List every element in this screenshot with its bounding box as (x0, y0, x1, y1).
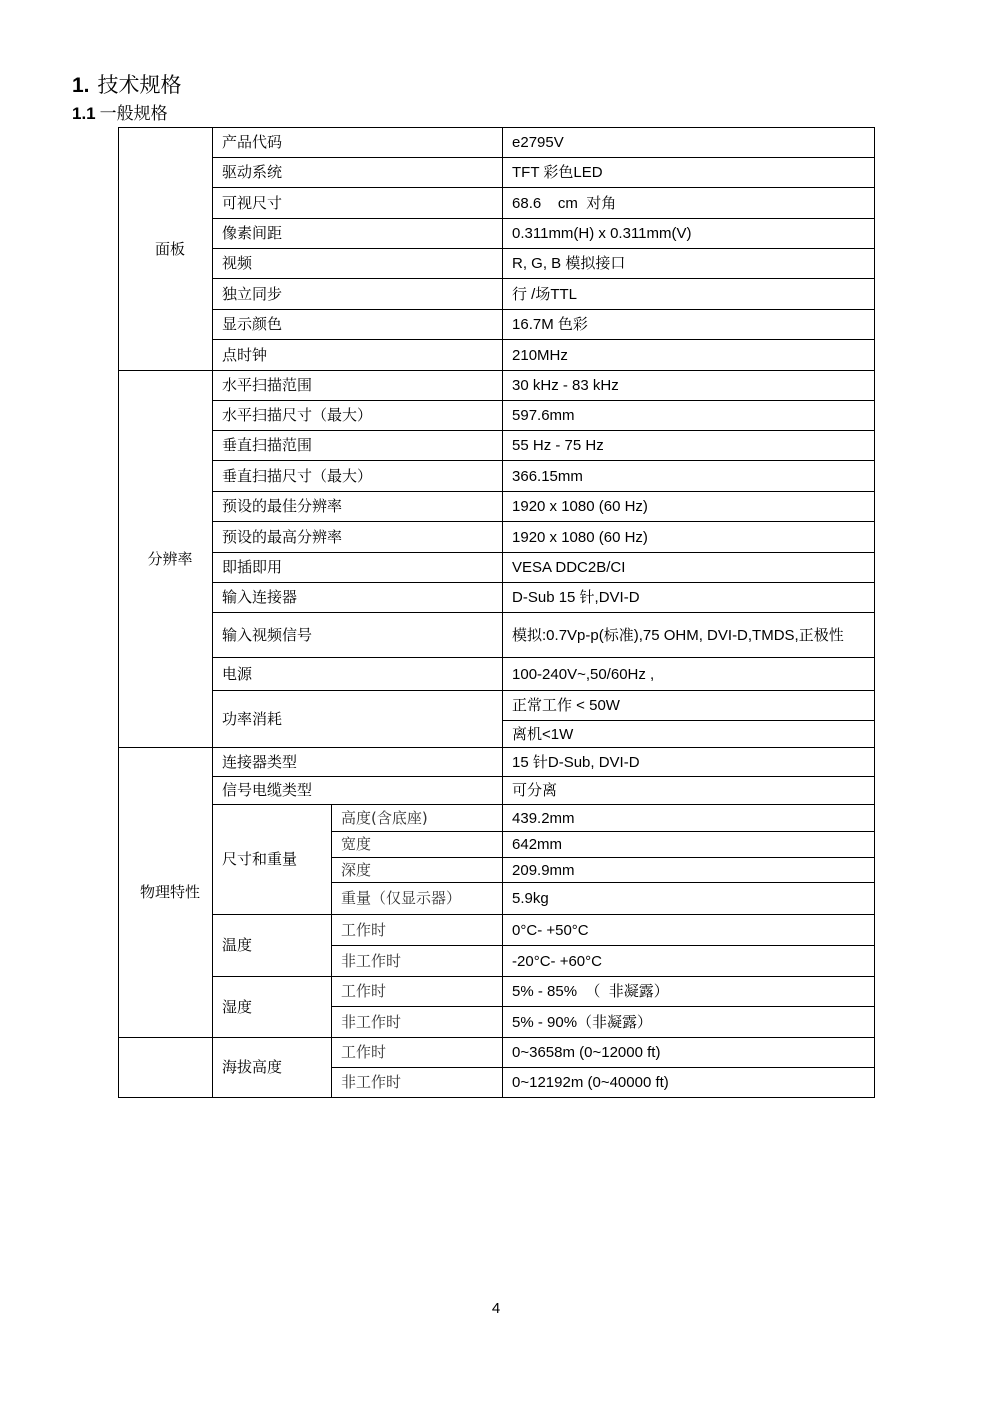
spec-value: 55 Hz - 75 Hz (503, 431, 875, 461)
table-row (119, 613, 875, 658)
spec-value: 0~12192m (0~40000 ft) (503, 1068, 875, 1098)
spec-value: 离机<1W (503, 721, 875, 748)
category-physical: 物理特性 (119, 748, 213, 1038)
table-row (119, 583, 875, 613)
section-heading (72, 72, 182, 99)
spec-value: 68.6 cm 对角 (503, 188, 875, 219)
spec-label: 海拔高度 (213, 1038, 332, 1098)
table-row (119, 431, 875, 461)
table-row (119, 492, 875, 522)
spec-value: 1920 x 1080 (60 Hz) (503, 492, 875, 522)
spec-label: 信号电缆类型 (213, 777, 503, 805)
spec-sublabel: 工作时 (332, 977, 503, 1007)
spec-value: 597.6mm (503, 401, 875, 431)
spec-value: 5% - 90%（非凝露） (503, 1007, 875, 1038)
spec-value: 30 kHz - 83 kHz (503, 371, 875, 401)
table-row (119, 691, 875, 721)
category-resolution: 分辨率 (119, 371, 213, 748)
spec-sublabel: 宽度 (332, 832, 503, 858)
table-row (119, 522, 875, 553)
spec-value: 1920 x 1080 (60 Hz) (503, 522, 875, 553)
spec-value: D-Sub 15 针,DVI-D (503, 583, 875, 613)
spec-label: 水平扫描范围 (213, 371, 503, 401)
spec-value: R, G, B 模拟接口 (503, 249, 875, 279)
spec-label: 视频 (213, 249, 503, 279)
spec-label: 水平扫描尺寸（最大） (213, 401, 503, 431)
table-row (119, 158, 875, 188)
spec-label: 点时钟 (213, 340, 503, 371)
spec-label: 独立同步 (213, 279, 503, 310)
spec-label: 显示颜色 (213, 310, 503, 340)
subsection-title: 一般规格 (99, 104, 168, 124)
table-row (119, 915, 875, 946)
spec-sublabel: 工作时 (332, 915, 503, 946)
spec-value: e2795V (503, 128, 875, 158)
spec-value: 行 /场TTL (503, 279, 875, 310)
spec-value: TFT 彩色LED (503, 158, 875, 188)
spec-label: 输入视频信号 (213, 613, 503, 658)
subsection-number: 1.1 (72, 104, 96, 123)
spec-label: 垂直扫描尺寸（最大） (213, 461, 503, 492)
spec-value: 0~3658m (0~12000 ft) (503, 1038, 875, 1068)
table-row (119, 279, 875, 310)
spec-value: 0°C- +50°C (503, 915, 875, 946)
table-row (119, 340, 875, 371)
spec-label: 尺寸和重量 (213, 805, 332, 915)
spec-value: VESA DDC2B/CI (503, 553, 875, 583)
table-row (119, 401, 875, 431)
table-row (119, 658, 875, 691)
spec-sublabel: 非工作时 (332, 1007, 503, 1038)
spec-sublabel: 非工作时 (332, 1068, 503, 1098)
category-panel: 面板 (119, 128, 213, 371)
table-row (119, 977, 875, 1007)
table-row (119, 777, 875, 805)
spec-table (118, 127, 875, 1098)
table-row (119, 805, 875, 832)
spec-label: 功率消耗 (213, 691, 503, 748)
section-title: 技术规格 (97, 73, 182, 97)
section-number: 1. (72, 74, 90, 97)
spec-value: 210MHz (503, 340, 875, 371)
spec-value: 可分离 (503, 777, 875, 805)
spec-value: 15 针D-Sub, DVI-D (503, 748, 875, 777)
table-row (119, 553, 875, 583)
spec-sublabel: 高度(含底座) (332, 805, 503, 832)
spec-label: 温度 (213, 915, 332, 977)
spec-label: 驱动系统 (213, 158, 503, 188)
spec-value: 正常工作 < 50W (503, 691, 875, 721)
table-row (119, 371, 875, 401)
table-row (119, 188, 875, 219)
spec-value: 366.15mm (503, 461, 875, 492)
table-row (119, 748, 875, 777)
spec-value: 模拟:0.7Vp-p(标准),75 OHM, DVI-D,TMDS,正极性 (503, 613, 875, 658)
table-row (119, 310, 875, 340)
spec-value: 5% - 85% （ 非凝露） (503, 977, 875, 1007)
spec-label: 垂直扫描范围 (213, 431, 503, 461)
spec-label: 湿度 (213, 977, 332, 1038)
spec-label: 可视尺寸 (213, 188, 503, 219)
spec-label: 即插即用 (213, 553, 503, 583)
spec-sublabel: 重量（仅显示器） (332, 883, 503, 915)
category-empty (119, 1038, 213, 1098)
spec-sublabel: 非工作时 (332, 946, 503, 977)
spec-value: 209.9mm (503, 858, 875, 883)
table-row (119, 1038, 875, 1068)
spec-value: 439.2mm (503, 805, 875, 832)
spec-value: 642mm (503, 832, 875, 858)
spec-sublabel: 深度 (332, 858, 503, 883)
page-number: 4 (491, 1300, 501, 1317)
spec-label: 像素间距 (213, 219, 503, 249)
spec-label: 电源 (213, 658, 503, 691)
spec-value: 5.9kg (503, 883, 875, 915)
table-row (119, 461, 875, 492)
spec-label: 产品代码 (213, 128, 503, 158)
spec-value: -20°C- +60°C (503, 946, 875, 977)
spec-value: 100-240V~,50/60Hz , (503, 658, 875, 691)
spec-label: 预设的最佳分辨率 (213, 492, 503, 522)
spec-value: 0.311mm(H) x 0.311mm(V) (503, 219, 875, 249)
spec-label: 预设的最高分辨率 (213, 522, 503, 553)
spec-value: 16.7M 色彩 (503, 310, 875, 340)
subsection-heading (72, 103, 168, 125)
table-row (119, 249, 875, 279)
spec-label: 连接器类型 (213, 748, 503, 777)
table-row (119, 128, 875, 158)
spec-sublabel: 工作时 (332, 1038, 503, 1068)
spec-label: 输入连接器 (213, 583, 503, 613)
table-row (119, 219, 875, 249)
